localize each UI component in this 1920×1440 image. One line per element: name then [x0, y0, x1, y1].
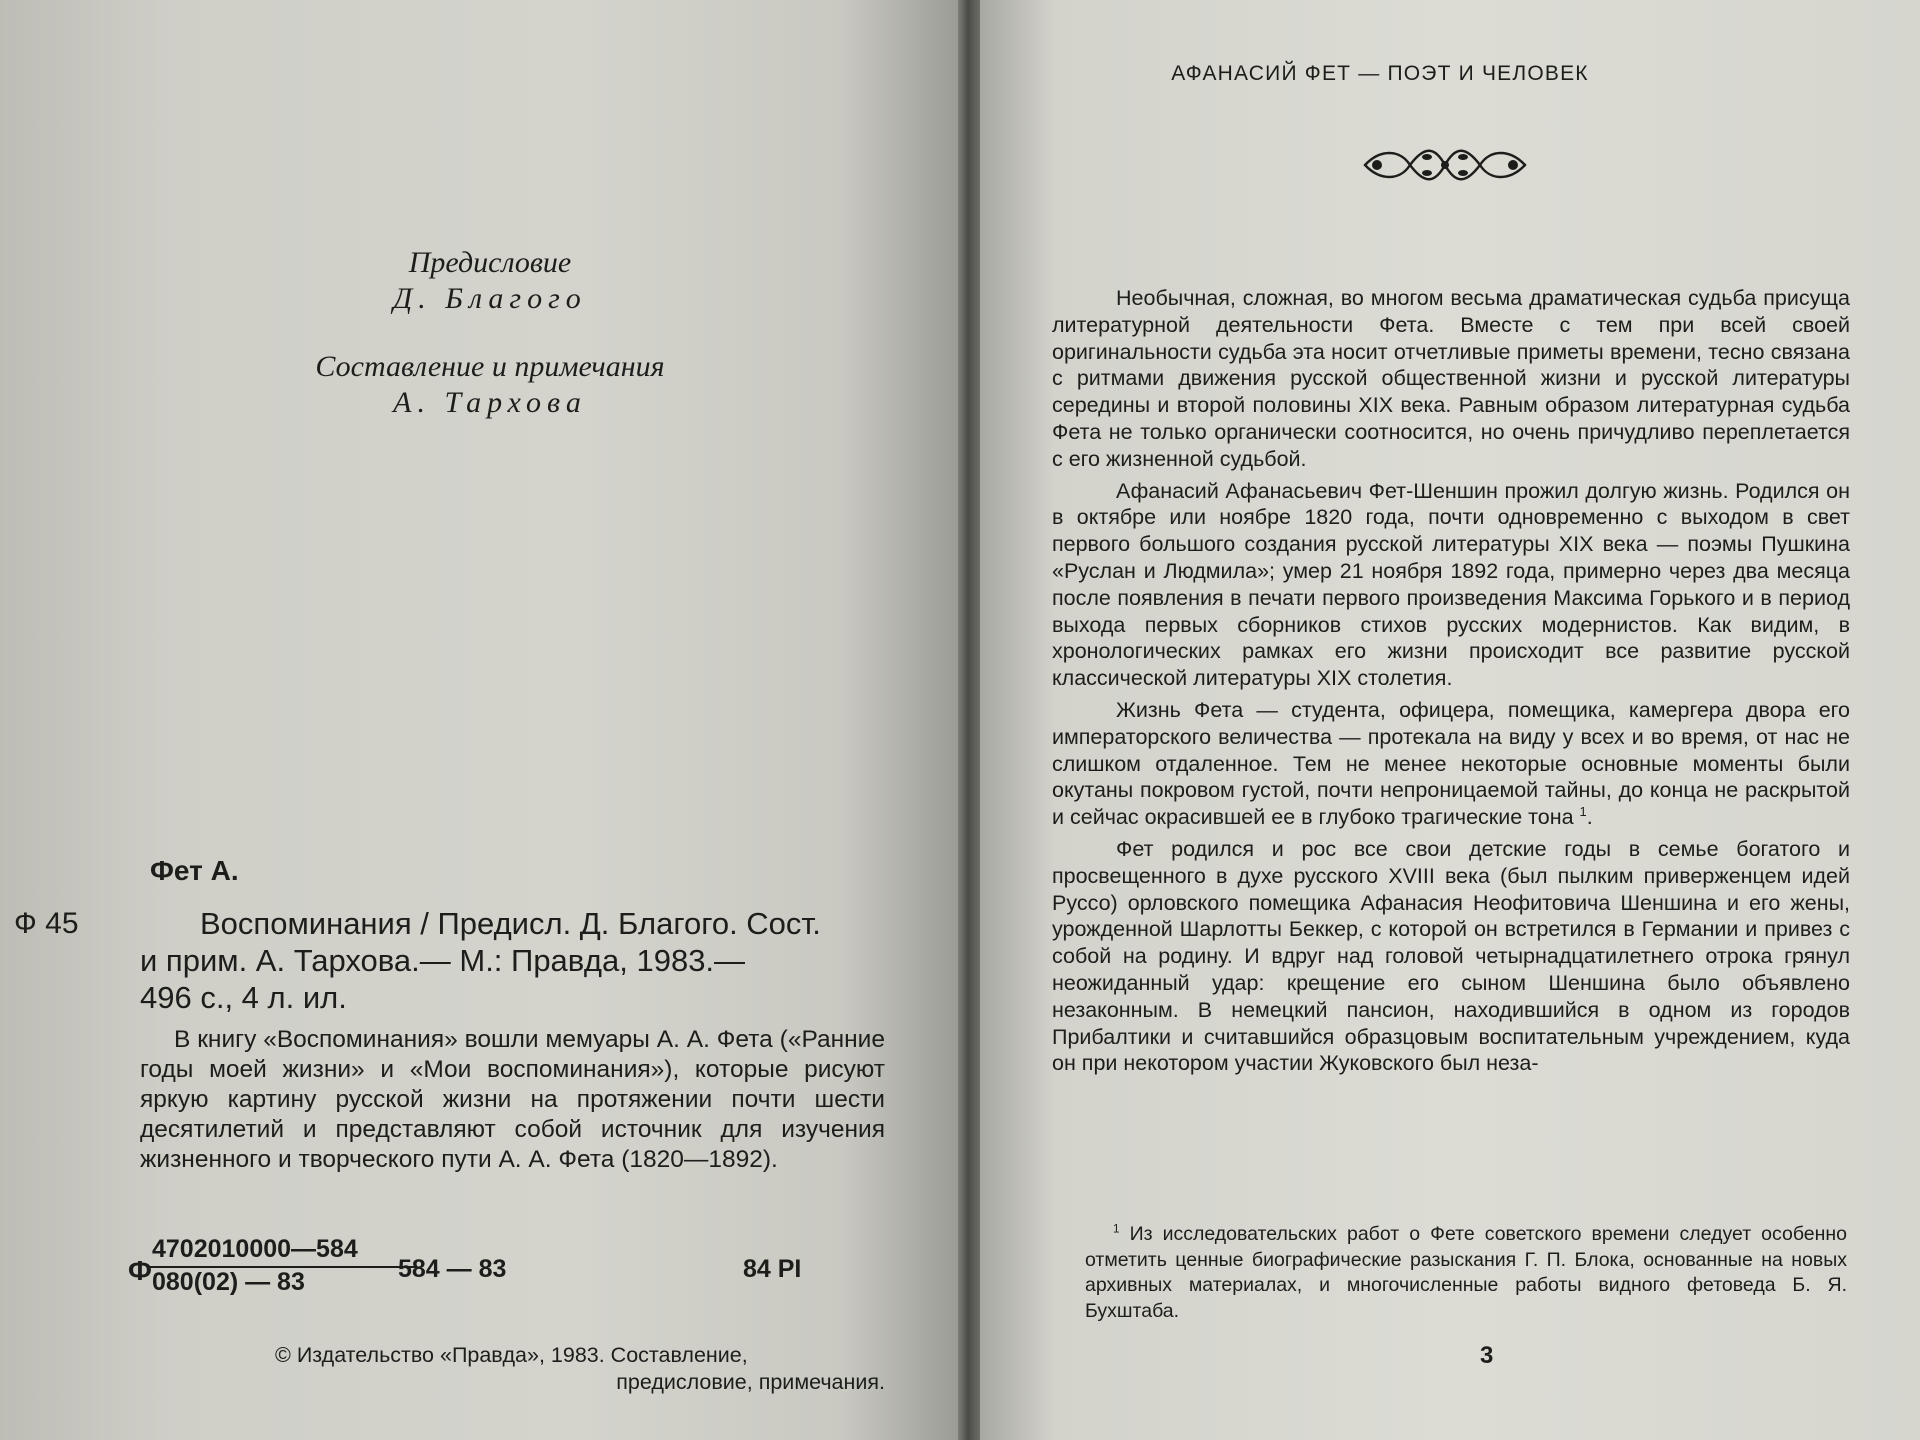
paragraph: Жизнь Фета — студента, офицера, помещика, камергера двора его императорского величества — протекала на виду у всех и во время, от нас не слишком отдаленное. Тем не менее некоторые основные моменты были окутаны покровом густой, почти непроницаемой тайны, до конца не раскрытой и сейчас окрасившей ее в глубоко трагические тона $^1$. — [1052, 697, 1850, 830]
index-pi: 84 PI — [743, 1255, 802, 1283]
floral-ornament — [1355, 135, 1535, 195]
paragraph: Афанасий Афанасьевич Фет-Шеншин прожил долгую жизнь. Родился он в октябре или ноябре 1820 года, почти одновременно с выходом в свет первого большого создания русской литературы XIX века — поэмы Пушкина «Руслан и Людмила»; умер 21 ноября 1892 года, примерно через два месяца после появления в печати первого произведения Максима Горького и в период выхода первых сборников стихов русских модернистов. Как видим, в хронологических рамках его жизни происходит все развитие русской классической литературы XIX столетия. — [1052, 478, 1850, 691]
footnote-marker: 1 — [1113, 1222, 1120, 1236]
left-page — [0, 0, 958, 1440]
author-heading: Фет А. — [150, 855, 239, 886]
footnote — [1085, 1222, 1847, 1324]
paragraph-text: Жизнь Фета — студента, офицера, помещика, камергера двора его императорского величества — протекала на виду у всех и во время, от нас не слишком отдаленное. Тем не менее некоторые основные моменты были окутаны покровом густой, почти непроницаемой тайны, до конца не раскрытой и сейчас окрасившей ее в глубоко трагические тона — [1052, 697, 1850, 830]
preface-label: Предисловие — [408, 246, 572, 279]
credits-block — [240, 245, 740, 453]
copyright-line: предисловие, примечания. — [616, 1370, 885, 1394]
main-text — [1052, 285, 1850, 1082]
annotation-text: В книгу «Воспоминания» вошли мемуары А. А. Фета («Ранние годы моей жизни» и «Мои воспоминания»), которые рисуют яркую картину русской жизни на протяжении почти шести десятилетий и представляют собой источник для изучения жизненного и творческого пути А. А. Фета (1820—1892). — [140, 1026, 885, 1173]
copyright-notice — [275, 1342, 885, 1396]
compilation-credit — [240, 349, 740, 421]
annotation — [140, 1025, 885, 1175]
preface-author: Д. Благого — [393, 282, 587, 315]
compilation-author: А. Тархова — [393, 386, 587, 419]
paragraph: Необычная, сложная, во многом весьма драматическая судьба присуща литературной деятельности Фета. Вместе с тем при всей своей оригинальности судьба эта носит отчетливые приметы времени, тесно связана с ритмами движения русской общественной жизни и русской литературы середины и второй половины XIX века. Равным образом литературная судьба Фета не только органически соотносится, но очень причудливо переплетается с его жизненной судьбой. — [1052, 286, 1850, 471]
copyright-line: © Издательство «Правда», 1983. Составление, — [275, 1343, 748, 1367]
index-denominator: 080(02) — 83 — [152, 1268, 305, 1296]
bib-line: Воспоминания / Предисл. Д. Благого. Сост. — [200, 906, 821, 941]
classification-code: Ф 45 — [14, 907, 79, 940]
preface-credit — [240, 245, 740, 317]
index-numerator: 4702010000—584 — [148, 1235, 416, 1268]
index-code: 584 — 83 — [398, 1255, 507, 1283]
paragraph: Фет родился и рос все свои детские годы в семье богатого и просвещенного в духе русского XVIII века (был пылким приверженцем идей Руссо) орловского помещика Афанасия Неофитовича Шеншина и его жены, урожденной Шарлотты Беккер, с которой он встретился в Германии и привез с собой на родину. И вдруг над головой четырнадцатилетнего отрока грянул неожиданный удар: крещение его сыном Шеншина было объявлено незаконным. В немецкий пансион, находившийся в одном из городов Прибалтики и считавшийся образцовым воспитательным учреждением, куда он при некотором участии Жуковского был неза- — [1052, 836, 1850, 1076]
footnote-text: Из исследовательских работ о Фете советского времени следует особенно отметить ценные биографические разыскания Г. П. Блока, основанные на новых архивных материалах, и многочисленные работы видного фетоведа Б. Я. Бухштаба. — [1085, 1223, 1848, 1322]
compilation-label: Составление и примечания — [315, 350, 665, 383]
footnotes — [1085, 1222, 1847, 1324]
page-number: 3 — [1480, 1342, 1494, 1369]
bib-line: и прим. А. Тархова.— М.: Правда, 1983.— — [140, 943, 746, 978]
running-title: АФАНАСИЙ ФЕТ — ПОЭТ И ЧЕЛОВЕК — [1171, 62, 1589, 85]
bibliographic-description — [140, 905, 885, 1016]
book-gutter — [958, 0, 980, 1440]
bib-line: 496 с., 4 л. ил. — [140, 980, 347, 1015]
footnote-reference: 1 — [1579, 803, 1587, 819]
index-phi: Ф — [128, 1255, 152, 1286]
